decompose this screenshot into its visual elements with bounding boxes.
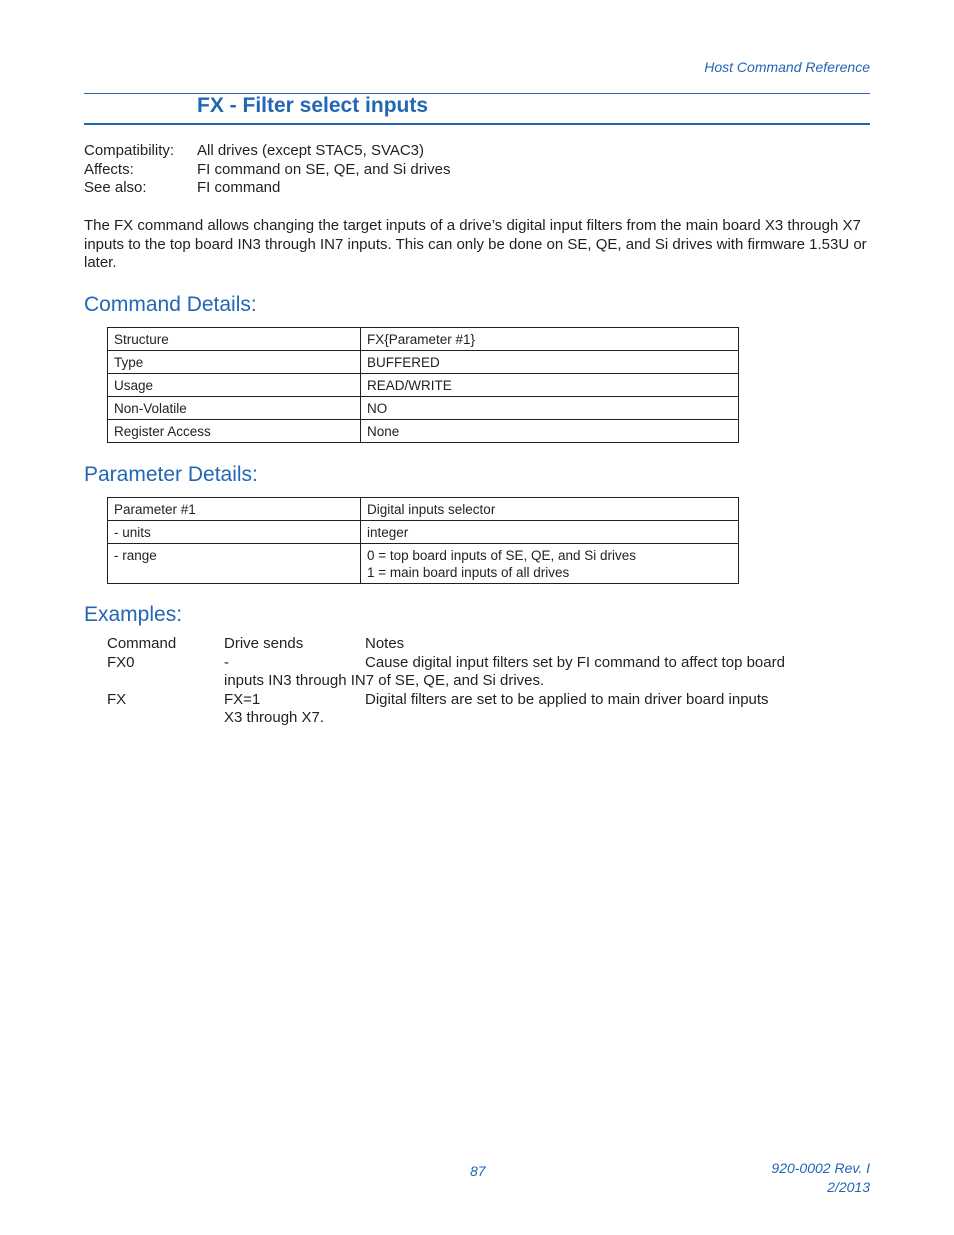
- example-drive-sends: FX=1: [224, 690, 261, 708]
- example-command: FX: [107, 690, 127, 708]
- meta-row-see-also: [84, 179, 450, 198]
- example-command: FX0: [107, 653, 135, 671]
- example-row-continuation: [107, 709, 827, 728]
- table-value: integer: [361, 521, 739, 544]
- example-row: [107, 691, 827, 710]
- example-row-continuation: [107, 672, 827, 691]
- page-title: FX - Filter select inputs: [197, 94, 429, 117]
- table-value: [361, 544, 739, 584]
- table-row: [108, 521, 739, 544]
- column-header: Notes: [365, 635, 405, 652]
- range-line: 1 = main board inputs of all drives: [367, 565, 570, 580]
- meta-row-affects: [84, 161, 450, 180]
- example-notes-continuation: inputs IN3 through IN7 of SE, QE, and Si drives.: [224, 672, 545, 689]
- table-row: [108, 351, 739, 374]
- page-number: 87: [470, 1163, 486, 1179]
- meta-row-compatibility: [84, 142, 450, 161]
- table-row: [108, 328, 739, 351]
- parameter-details-table: [107, 497, 739, 584]
- examples-header-row: [107, 635, 827, 654]
- table-value: READ/WRITE: [361, 374, 739, 397]
- table-row: [108, 420, 739, 443]
- table-value: BUFFERED: [361, 351, 739, 374]
- example-notes-continuation: X3 through X7.: [224, 709, 325, 726]
- example-notes: Digital filters are set to be applied to main driver board inputs: [365, 690, 769, 708]
- example-row: [107, 654, 827, 673]
- intro-paragraph: The FX command allows changing the target inputs of a drive’s digital input filters from the main board X3 through X7 inputs to the top board IN3 through IN7 inputs. This can only be done on SE, QE, and Si drives with firmware 1.53U or later.: [84, 217, 867, 271]
- table-key: Parameter #1: [108, 498, 361, 521]
- revision-number: 920-0002 Rev. I: [771, 1160, 870, 1176]
- range-line: 0 = top board inputs of SE, QE, and Si drives: [367, 548, 637, 563]
- column-header: Command: [107, 635, 177, 652]
- command-details-heading: Command Details:: [84, 293, 257, 316]
- table-key: Type: [108, 351, 361, 374]
- table-row: [108, 498, 739, 521]
- revision-info: [771, 1159, 870, 1197]
- table-row: [108, 374, 739, 397]
- table-row: [108, 397, 739, 420]
- examples-heading: Examples:: [84, 603, 183, 626]
- table-value: None: [361, 420, 739, 443]
- table-key: Non-Volatile: [108, 397, 361, 420]
- parameter-details-heading: Parameter Details:: [84, 463, 258, 486]
- example-drive-sends: -: [224, 653, 229, 671]
- revision-date: 2/2013: [827, 1179, 870, 1195]
- table-key: - range: [108, 544, 361, 584]
- table-key: Register Access: [108, 420, 361, 443]
- meta-value: All drives (except STAC5, SVAC3): [197, 142, 425, 159]
- compatibility-block: [84, 142, 450, 198]
- table-key: Usage: [108, 374, 361, 397]
- meta-key: Compatibility:: [84, 142, 175, 159]
- table-value: NO: [361, 397, 739, 420]
- command-details-table: [107, 327, 739, 443]
- example-notes: Cause digital input filters set by FI command to affect top board: [365, 653, 785, 671]
- table-value: Digital inputs selector: [361, 498, 739, 521]
- table-row: [108, 544, 739, 584]
- running-header: Host Command Reference: [704, 59, 870, 75]
- table-value: FX{Parameter #1}: [361, 328, 739, 351]
- table-key: Structure: [108, 328, 361, 351]
- title-rule-bottom: [84, 123, 870, 125]
- meta-value: FI command: [197, 179, 281, 196]
- table-key: - units: [108, 521, 361, 544]
- examples-block: [107, 635, 827, 728]
- meta-key: See also:: [84, 179, 147, 196]
- column-header: Drive sends: [224, 635, 304, 652]
- meta-value: FI command on SE, QE, and Si drives: [197, 160, 451, 178]
- meta-key: Affects:: [84, 160, 134, 178]
